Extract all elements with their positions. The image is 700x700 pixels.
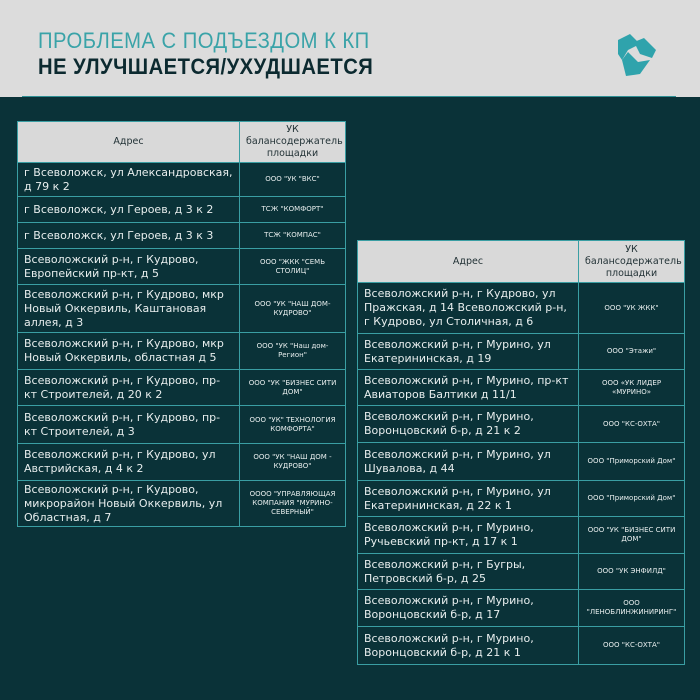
address-cell: Всеволожский р-н, г Мурино, Воронцовский б-р, д 21 к 1 — [358, 627, 579, 665]
uk-cell: ООО "Приморский Дом" — [579, 443, 685, 481]
address-cell: Всеволожский р-н, г Кудрово, ул Пражская, д 14 Всеволожский р-н, г Кудрово, ул Столичная, д 6 — [358, 283, 579, 334]
table-row — [358, 406, 685, 443]
uk-cell: ООО "УК "Наш дом-Регион" — [240, 333, 346, 370]
table-row — [358, 370, 685, 406]
address-cell: Всеволожский р-н, г Кудрово, пр-кт Строителей, д 3 — [18, 406, 240, 444]
table-row — [358, 334, 685, 370]
left-table — [17, 121, 346, 527]
uk-cell: ООО «УК ЛИДЕР «МУРИНО» — [579, 370, 685, 406]
header-bar — [0, 0, 700, 97]
table-row — [358, 590, 685, 627]
header-divider — [22, 96, 676, 97]
uk-cell: ООО "УК ЭНФИЛД" — [579, 554, 685, 590]
table-row — [18, 163, 346, 197]
address-cell: Всеволожский р-н, г Кудрово, мкр Новый Оккервиль, областная д 5 — [18, 333, 240, 370]
logo-icon — [610, 30, 660, 80]
title-line-1: ПРОБЛЕМА С ПОДЪЕЗДОМ К КП — [38, 28, 370, 53]
uk-cell: ООО "УК "БИЗНЕС СИТИ ДОМ" — [579, 517, 685, 554]
table-row — [18, 481, 346, 527]
address-cell: Всеволожский р-н, г Мурино, ул Екатерининская, д 22 к 1 — [358, 481, 579, 517]
address-cell: г Всеволожск, ул Героев, д 3 к 3 — [18, 223, 240, 249]
uk-cell: ООО "Приморский Дом" — [579, 481, 685, 517]
table-row — [358, 443, 685, 481]
address-cell: г Всеволожск, ул Героев, д 3 к 2 — [18, 197, 240, 223]
address-cell: г Всеволожск, ул Александровская, д 79 к 2 — [18, 163, 240, 197]
uk-cell: ООО "КС-ОХТА" — [579, 406, 685, 443]
address-cell: Всеволожский р-н, г Мурино, пр-кт Авиаторов Балтики д 11/1 — [358, 370, 579, 406]
column-header-uk: УК балансодержатель площадки — [579, 241, 685, 283]
uk-cell: ООО "УК "ВКС" — [240, 163, 346, 197]
address-cell: Всеволожский р-н, г Мурино, Воронцовский б-р, д 17 — [358, 590, 579, 627]
address-cell: Всеволожский р-н, г Мурино, Воронцовский б-р, д 21 к 2 — [358, 406, 579, 443]
table-row — [18, 370, 346, 406]
address-cell: Всеволожский р-н, г Мурино, ул Шувалова, д 44 — [358, 443, 579, 481]
uk-cell: ООО "УК "БИЗНЕС СИТИ ДОМ" — [240, 370, 346, 406]
uk-cell: ООО "УК "НАШ ДОМ-КУДРОВО" — [240, 285, 346, 333]
uk-cell: ООО "ЖКК "СЕМЬ СТОЛИЦ" — [240, 249, 346, 285]
uk-cell: ОООО "УПРАВЛЯЮЩАЯ КОМПАНИЯ "МУРИНО-СЕВЕРНЫЙ" — [240, 481, 346, 527]
table-row — [18, 444, 346, 481]
uk-cell: ООО "УК" ТЕХНОЛОГИЯ КОМФОРТА" — [240, 406, 346, 444]
address-cell: Всеволожский р-н, г Мурино, ул Екатерининская, д 19 — [358, 334, 579, 370]
table-row — [18, 223, 346, 249]
address-cell: Всеволожский р-н, г Кудрово, микрорайон Новый Оккервиль, ул Областная, д 7 — [18, 481, 240, 527]
title-line-2: НЕ УЛУЧШАЕТСЯ/УХУДШАЕТСЯ — [38, 54, 374, 79]
uk-cell: ООО "Этажи" — [579, 334, 685, 370]
address-cell: Всеволожский р-н, г Кудрово, ул Австрийская, д 4 к 2 — [18, 444, 240, 481]
table-row — [18, 406, 346, 444]
address-cell: Всеволожский р-н, г Кудрово, пр-кт Строителей, д 20 к 2 — [18, 370, 240, 406]
table-row — [358, 554, 685, 590]
table-row — [358, 481, 685, 517]
table-row — [18, 249, 346, 285]
column-header-address: Адрес — [358, 241, 579, 283]
address-cell: Всеволожский р-н, г Бугры, Петровский б-р, д 25 — [358, 554, 579, 590]
column-header-address: Адрес — [18, 122, 240, 163]
uk-cell: ООО "КС-ОХТА" — [579, 627, 685, 665]
uk-cell: ТСЖ "КОМФОРТ" — [240, 197, 346, 223]
uk-cell: ООО "УК "НАШ ДОМ - КУДРОВО" — [240, 444, 346, 481]
column-header-uk: УК балансодержатель площадки — [240, 122, 346, 163]
right-table — [357, 240, 685, 665]
address-cell: Всеволожский р-н, г Мурино, Ручьевский пр-кт, д 17 к 1 — [358, 517, 579, 554]
address-cell: Всеволожский р-н, г Кудрово, мкр Новый Оккервиль, Каштановая аллея, д 3 — [18, 285, 240, 333]
table-row — [358, 517, 685, 554]
uk-cell: ООО "ЛЕНОБЛИНЖИНИРИНГ" — [579, 590, 685, 627]
address-cell: Всеволожский р-н, г Кудрово, Европейский пр-кт, д 5 — [18, 249, 240, 285]
table-row — [18, 333, 346, 370]
uk-cell: ТСЖ "КОМПАС" — [240, 223, 346, 249]
table-row — [358, 283, 685, 334]
table-row — [18, 197, 346, 223]
uk-cell: ООО "УК ЖКК" — [579, 283, 685, 334]
table-row — [358, 627, 685, 665]
table-row — [18, 285, 346, 333]
